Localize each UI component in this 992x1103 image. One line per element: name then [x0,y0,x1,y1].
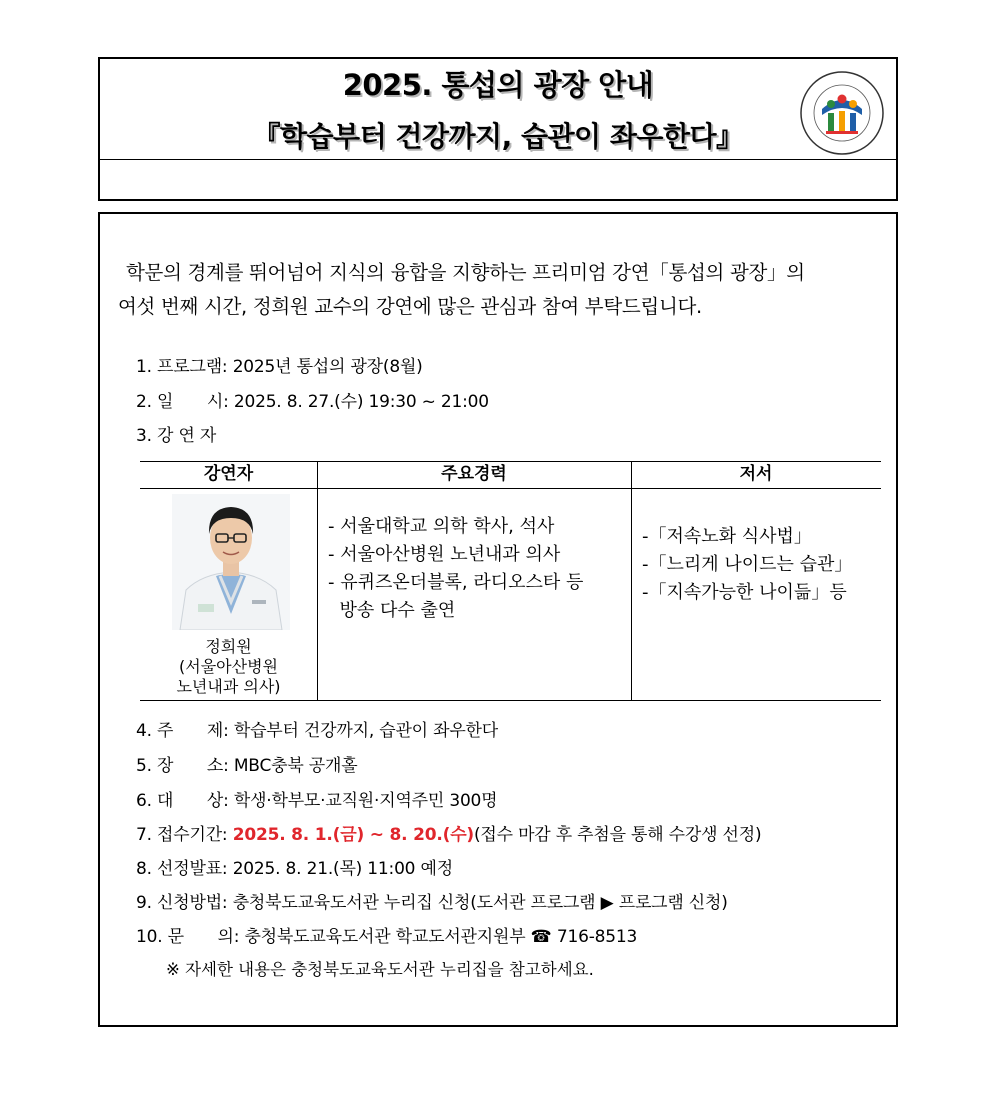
item-value-highlight: 2025. 8. 1.(금) ~ 8. 20.(수) [232,825,474,845]
item-label: 강 연 자 [157,426,217,446]
item-label: 신청방법: [157,893,228,913]
item-number: 2. [136,392,152,412]
item-number: 3. [136,426,152,446]
phone-number: 716-8513 [556,927,638,947]
speaker-affiliation: 노년내과 의사) [176,677,281,696]
item-place [136,751,357,776]
table-header-career: 주요경력 [441,464,507,484]
item-label: 장 소: [157,756,229,776]
speaker-name-block [140,637,317,697]
footnote: ※ 자세한 내용은 충청북도교육도서관 누리집을 참고하세요. [166,960,594,979]
books-list [642,523,878,607]
intro-paragraph [118,256,888,324]
table-bottom-border [140,700,881,701]
item-value: 2025. 8. 21.(목) 11:00 예정 [232,859,453,879]
phone-icon: ☎ [530,927,552,947]
item-label: 주 제: [157,721,229,741]
item-number: 7. [136,825,152,845]
item-period [136,820,761,845]
item-label: 선정발표: [157,859,228,879]
list-item: - 서울아산병원 노년내과 의사 [328,544,561,565]
speaker-photo [172,494,290,630]
column-divider [631,461,632,701]
intro-line: 여섯 번째 시간, 정희원 교수의 강연에 많은 관심과 참여 부탁드립니다. [118,295,702,318]
main-content [98,212,898,1027]
item-contact [136,922,637,947]
item-topic [136,716,498,741]
table-header-speaker: 강연자 [203,464,254,484]
item-value: 학습부터 건강까지, 습관이 좌우한다 [233,721,498,741]
item-label: 문 의: [167,927,240,947]
item-label: 프로그램: [157,357,228,377]
item-announce [136,854,453,879]
item-program [136,352,423,377]
item-target [136,786,497,811]
item-number: 9. [136,893,152,913]
list-item: -「지속가능한 나이듦」등 [642,582,847,603]
item-number: 1. [136,357,152,377]
item-value: 프로그램 신청) [618,893,728,913]
item-number: 4. [136,721,152,741]
item-value: 2025년 통섭의 광장(8월) [232,357,423,377]
item-number: 8. [136,859,152,879]
item-value: 충청북도교육도서관 누리집 신청(도서관 프로그램 [232,893,596,913]
item-number: 6. [136,791,152,811]
title-area [100,59,896,160]
table-header-border [140,488,881,489]
intro-line: 학문의 경계를 뛰어넘어 지식의 융합을 지향하는 프리미엄 강연「통섭의 광장」의 [126,261,805,284]
list-item: - 유퀴즈온더블록, 라디오스타 등 [328,572,584,593]
list-item: 방송 다수 출연 [328,600,456,621]
item-value: 2025. 8. 27.(수) 19:30 ~ 21:00 [233,392,489,412]
page-subtitle: 『학습부터 건강까지, 습관이 좌우한다』 [252,120,744,153]
item-datetime [136,387,489,412]
item-speaker [136,421,216,446]
career-list [328,513,628,625]
list-item: - 서울대학교 의학 학사, 석사 [328,516,555,537]
list-item: -「느리게 나이드는 습관」 [642,554,853,575]
item-label: 대 상: [157,791,229,811]
arrow-right-icon: ▶ [600,893,614,913]
item-apply [136,888,728,913]
item-label: 접수기간: [157,825,228,845]
column-divider [317,461,318,701]
item-number: 5. [136,756,152,776]
speaker-table [140,461,881,701]
header-box [98,57,898,201]
item-label: 일 시: [157,392,229,412]
speaker-name: 정희원 [205,637,252,656]
item-value: (접수 마감 후 추첨을 통해 수강생 선정) [474,825,762,845]
item-number: 10. [136,927,163,947]
item-value: 학생·학부모·교직원·지역주민 300명 [233,791,498,811]
library-emblem-icon [800,71,884,155]
page-title: 2025. 통섭의 광장 안내 [342,68,654,102]
item-value: 충청북도교육도서관 학교도서관지원부 [244,927,526,947]
speaker-affiliation: (서울아산병원 [179,657,278,676]
table-header-books: 저서 [739,464,773,484]
item-value: MBC충북 공개홀 [233,756,358,776]
list-item: -「저속노화 식사법」 [642,526,812,547]
